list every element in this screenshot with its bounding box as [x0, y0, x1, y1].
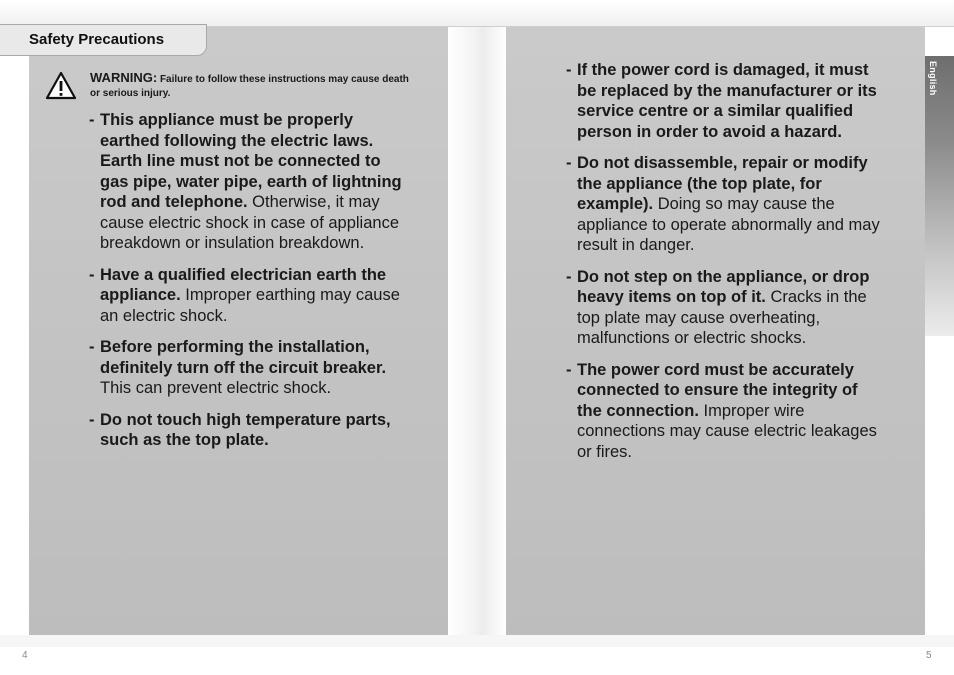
page-number-left: 4 — [22, 650, 28, 661]
item-bold-text: If the power cord is damaged, it must be replaced by the manufacturer or its service centre or a similar qualified person in order to avoid a hazard. — [577, 61, 877, 141]
item-text: This can prevent electric shock. — [100, 379, 332, 397]
right-precautions-list — [566, 60, 886, 473]
list-item — [89, 410, 409, 451]
item-bold-text: Have a qualified electrician earth the appliance. — [100, 265, 387, 304]
warning-triangle-icon — [45, 71, 77, 101]
item-bold-text: This appliance must be properly earthed following the electric laws. Earth line must not be connected to gas pipe, water pipe, earth of lightning rod and telephone. — [100, 111, 402, 211]
list-item — [89, 110, 409, 254]
page-number-right: 5 — [926, 650, 932, 661]
left-precautions-list — [89, 110, 409, 462]
item-text: Improper wire connections may cause electric leakages or fires. — [577, 401, 877, 461]
list-item — [566, 153, 886, 256]
item-bold-text: Do not step on the appliance, or drop heavy items on top of it. — [577, 267, 870, 306]
section-title: Safety Precautions — [29, 31, 165, 48]
bottom-margin — [0, 635, 954, 647]
warning-text: Failure to follow these instructions may cause death or serious injury. — [90, 74, 409, 99]
item-bold-text: Before performing the installation, definitely turn off the circuit breaker. — [100, 338, 387, 377]
item-text: Cracks in the top plate may cause overheating, malfunctions or electric shocks. — [577, 288, 867, 347]
list-item — [566, 360, 886, 463]
item-bold-text: Do not disassemble, repair or modify the appliance (the top plate, for example). — [577, 154, 868, 213]
section-title-tab — [0, 24, 207, 56]
list-item — [89, 337, 409, 399]
item-text: Improper earthing may cause an electric shock. — [100, 286, 400, 325]
language-tab — [925, 56, 954, 336]
item-text: Doing so may cause the appliance to operate abnormally and may result in danger. — [577, 195, 880, 254]
list-item — [89, 265, 409, 327]
item-text: Otherwise, it may cause electric shock in case of appliance breakdown or insulation breakdown. — [100, 193, 399, 252]
warning-label: WARNING: — [90, 70, 158, 85]
page-gutter — [448, 27, 506, 635]
item-bold-text: The power cord must be accurately connected to ensure the integrity of the connection. — [577, 360, 858, 420]
list-item — [566, 267, 886, 349]
list-item — [566, 60, 886, 142]
item-bold-text: Do not touch high temperature parts, such as the top plate. — [100, 410, 391, 449]
warning-notice — [90, 71, 410, 101]
top-bar — [0, 0, 954, 27]
language-tab-label: English — [928, 61, 938, 96]
